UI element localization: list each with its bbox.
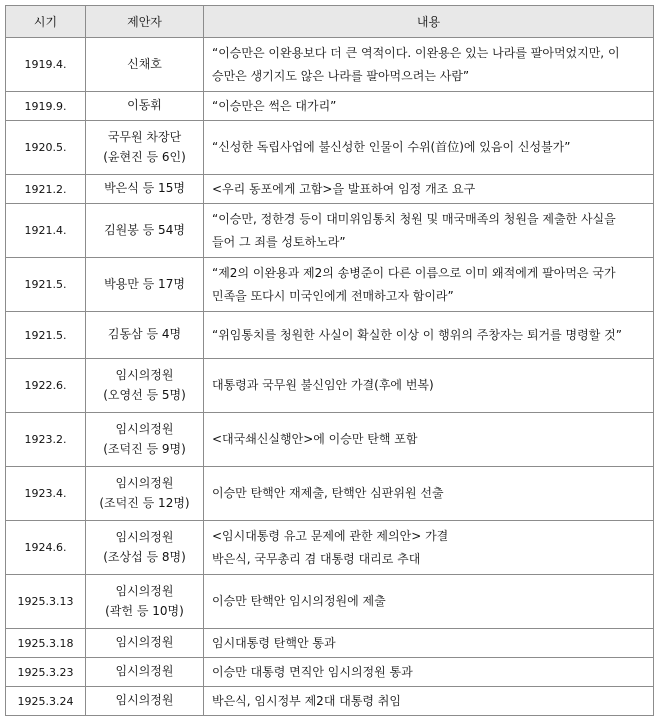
cell-proposer [86,258,204,312]
history-table-container [5,5,653,716]
content-line: 이승만 탄핵안 재제출, 탄핵안 심판위원 선출 [212,486,444,501]
cell-content [204,687,654,716]
cell-content [204,92,654,121]
cell-proposer [86,521,204,575]
cell-date: 1921.2. [6,175,86,204]
cell-proposer [86,38,204,92]
cell-date: 1921.5. [6,312,86,359]
table-row [6,121,654,175]
proposer-line: 임시의정원 [115,367,174,382]
proposer-line: (조덕진 등 12명) [99,495,190,510]
content-line: “이승만, 정한경 등이 대미위임통치 청원 및 매국매족의 청원을 제출한 사실을 [212,212,616,227]
cell-date: 1922.6. [6,359,86,413]
cell-proposer [86,121,204,175]
content-line: 박은식, 임시정부 제2대 대통령 취임 [212,693,401,708]
cell-proposer [86,575,204,629]
content-line: 민족을 또다시 미국인에게 전매하고자 함이라” [212,288,454,303]
cell-content [204,413,654,467]
cell-content [204,204,654,258]
proposer-line: 임시의정원 [115,529,174,544]
content-line: 임시대통령 탄핵안 통과 [212,635,336,650]
content-line: “신성한 독립사업에 불신성한 인물이 수위(首位)에 있음이 신성불가” [212,140,571,155]
content-line: 이승만 탄핵안 임시의정원에 제출 [212,594,386,609]
proposer-line: (조상섭 등 8명) [103,549,186,564]
proposer-line: 임시의정원 [115,475,174,490]
content-line: <우리 동포에게 고함>을 발표하여 임정 개조 요구 [212,181,476,196]
cell-date: 1925.3.24 [6,687,86,716]
cell-content [204,658,654,687]
content-line: 들어 그 죄를 성토하노라” [212,234,346,249]
proposer-line: 박용만 등 17명 [104,276,185,291]
table-row [6,92,654,121]
cell-proposer [86,312,204,359]
table-row [6,467,654,521]
content-line: 대통령과 국무원 불신임안 가결(후에 번복) [212,378,434,393]
table-row [6,658,654,687]
content-line: “위임통치를 청원한 사실이 확실한 이상 이 행위의 주창자는 퇴거를 명령할 것” [212,327,622,342]
cell-proposer [86,204,204,258]
content-line: “제2의 이완용과 제2의 송병준이 다른 이름으로 이미 왜적에게 팔아먹은 국가 [212,266,616,281]
cell-content [204,258,654,312]
table-row [6,413,654,467]
content-line: <대국쇄신실행안>에 이승만 탄핵 포함 [212,432,418,447]
cell-content [204,575,654,629]
cell-date: 1923.4. [6,467,86,521]
proposer-line: (윤현진 등 6인) [103,149,186,164]
cell-date: 1920.5. [6,121,86,175]
cell-content [204,521,654,575]
table-row [6,312,654,359]
table-row [6,521,654,575]
cell-content [204,629,654,658]
table-row [6,359,654,413]
proposer-line: 임시의정원 [115,421,174,436]
proposer-line: 임시의정원 [115,635,174,650]
table-row [6,258,654,312]
table-row [6,175,654,204]
proposer-line: 박은식 등 15명 [104,181,185,196]
proposer-line: (오영선 등 5명) [103,387,186,402]
proposer-line: 김원봉 등 54명 [104,222,185,237]
cell-date: 1921.4. [6,204,86,258]
content-line: “이승만은 이완용보다 더 큰 역적이다. 이완용은 있는 나라를 팔아먹었지만, 이 [212,46,620,61]
proposer-line: (곽헌 등 10명) [105,603,184,618]
proposer-line: 임시의정원 [115,664,174,679]
proposer-line: 국무원 차장단 [107,129,182,144]
cell-content [204,38,654,92]
cell-date: 1923.2. [6,413,86,467]
proposer-line: 임시의정원 [115,693,174,708]
cell-content [204,467,654,521]
cell-proposer [86,359,204,413]
table-header-row [6,6,654,38]
table-row [6,204,654,258]
content-line: 승만은 생기지도 않은 나라를 팔아먹으려는 사람” [212,68,470,83]
content-line: <임시대통령 유고 문제에 관한 제의안> 가결 [212,529,449,544]
proposer-line: 임시의정원 [115,583,174,598]
cell-proposer [86,629,204,658]
content-line: 박은식, 국무총리 겸 대통령 대리로 추대 [212,551,421,566]
header-proposer: 제안자 [86,6,204,38]
cell-date: 1925.3.18 [6,629,86,658]
content-line: “이승만은 썩은 대가리” [212,98,337,113]
cell-date: 1925.3.23 [6,658,86,687]
proposer-line: (조덕진 등 9명) [103,441,186,456]
proposer-line: 신채호 [127,56,162,71]
cell-content [204,359,654,413]
table-row [6,687,654,716]
cell-proposer [86,687,204,716]
header-date: 시기 [6,6,86,38]
proposer-line: 이동휘 [127,98,162,113]
history-table [5,5,654,716]
cell-date: 1919.4. [6,38,86,92]
cell-proposer [86,92,204,121]
cell-date: 1919.9. [6,92,86,121]
table-row [6,575,654,629]
cell-date: 1925.3.13 [6,575,86,629]
cell-content [204,121,654,175]
proposer-line: 김동삼 등 4명 [107,327,182,342]
cell-proposer [86,467,204,521]
table-row [6,38,654,92]
cell-date: 1921.5. [6,258,86,312]
cell-content [204,175,654,204]
table-row [6,629,654,658]
cell-proposer [86,658,204,687]
header-content: 내용 [204,6,654,38]
cell-date: 1924.6. [6,521,86,575]
cell-proposer [86,413,204,467]
content-line: 이승만 대통령 면직안 임시의정원 통과 [212,664,413,679]
cell-proposer [86,175,204,204]
cell-content [204,312,654,359]
